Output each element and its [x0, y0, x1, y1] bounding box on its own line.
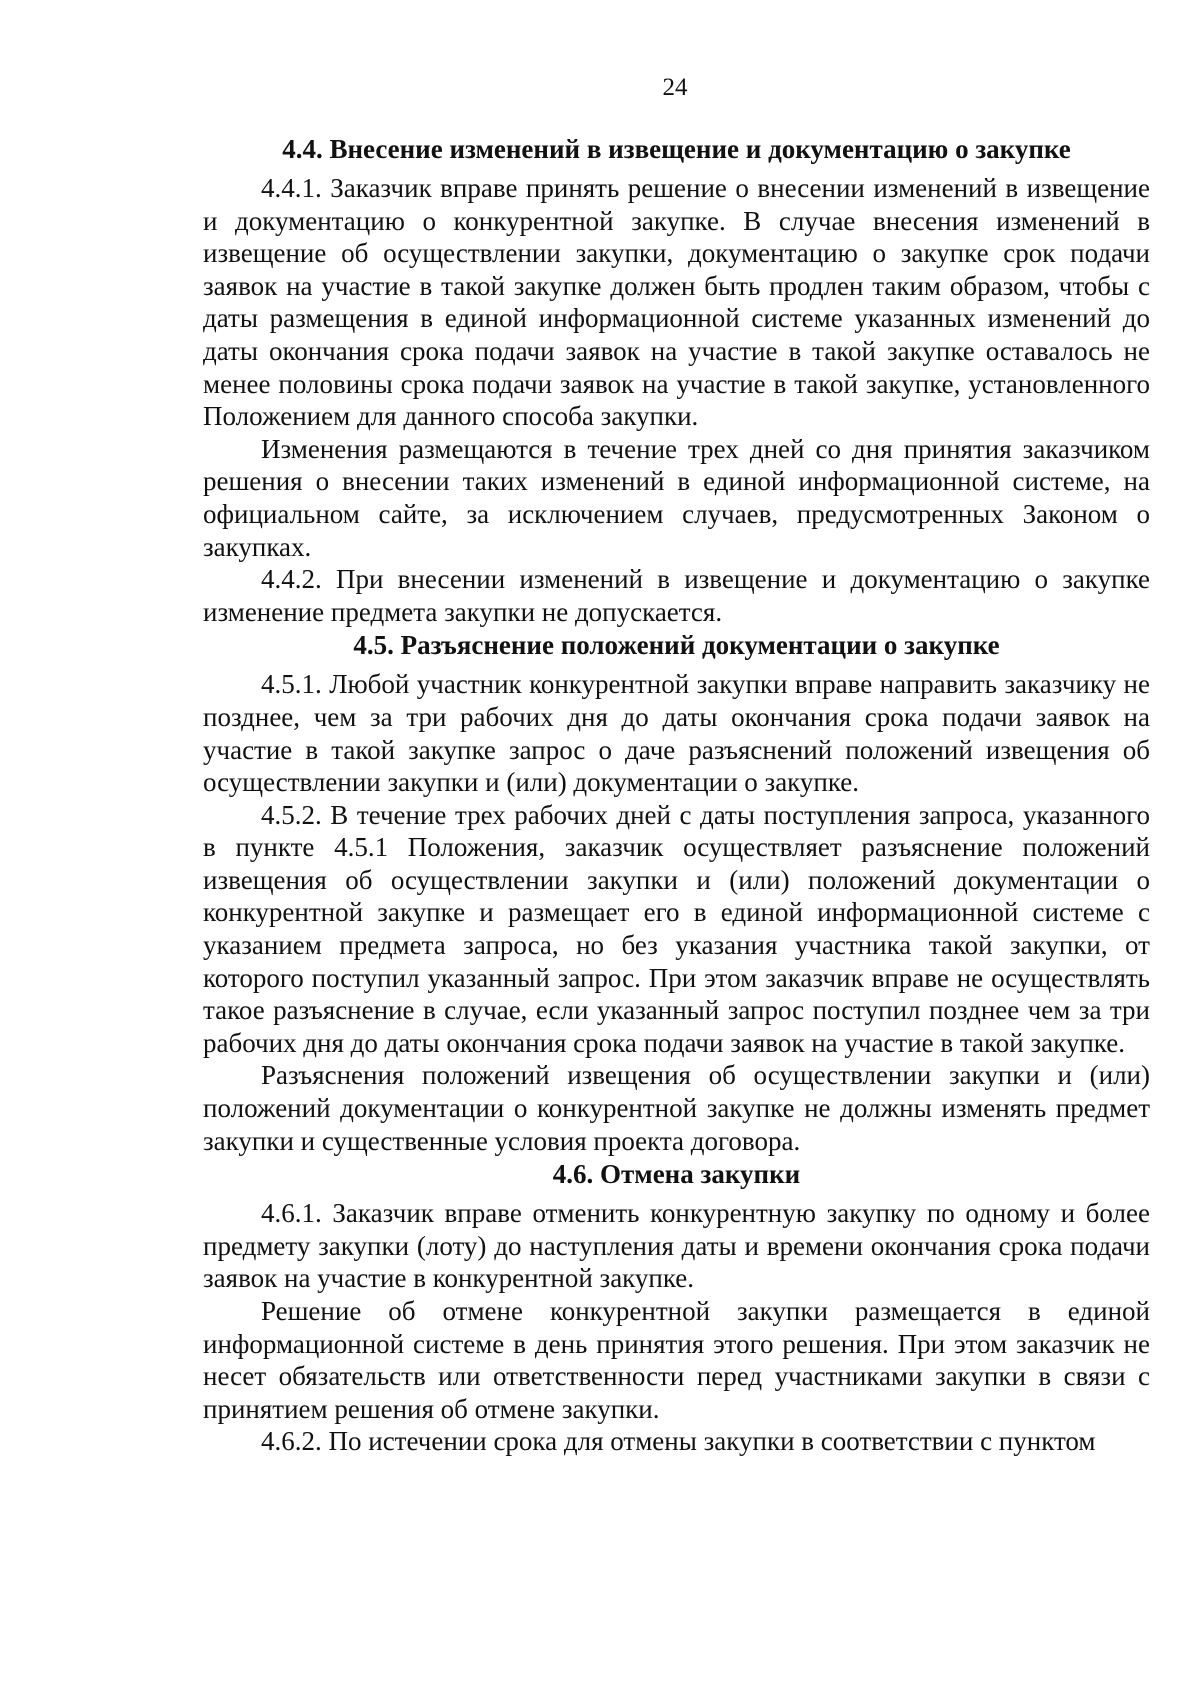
- section-4-4: [203, 132, 1150, 628]
- section-heading: 4.6. Отмена закупки: [552, 1159, 801, 1190]
- section-4-5: [203, 628, 1150, 1157]
- paragraph: 4.6.1. Заказчик вправе отменить конкурентную закупку по одному и более предмету закупки (лоту) до наступления даты и времени окончания срока подачи заявок на участие в конкурентной закупке.: [203, 1198, 1150, 1294]
- paragraph: Решение об отмене конкурентной закупки размещается в единой информационной системе в день принятия этого решения. При этом заказчик не несет обязательств или ответственности перед участниками закупки в связи с принятием решения об отмене закупки.: [203, 1296, 1150, 1424]
- section-heading: 4.5. Разъяснение положений документации о закупке: [353, 630, 1000, 661]
- paragraph: 4.6.2. По истечении срока для отмены закупки в соответствии с пунктом: [261, 1426, 1096, 1457]
- paragraph: 4.4.1. Заказчик вправе принять решение о внесении изменений в извещение и документацию о конкурентной закупке. В случае внесения изменений в извещение об осуществлении закупки, документацию о закупке срок подачи заявок на участие в такой закупке должен быть продлен таким образом, чтобы с даты размещения в единой информационной системе указанных изменений до даты окончания срока подачи заявок на участие в такой закупке оставалось не менее половины срока подачи заявок на участие в такой закупке, установленного Положением для данного способа закупки.: [203, 173, 1150, 432]
- paragraph: Разъяснения положений извещения об осуществлении закупки и (или) положений документации о конкурентной закупке не должны изменять предмет закупки и существенные условия проекта договора.: [203, 1060, 1150, 1156]
- section-heading: 4.4. Внесение изменений в извещение и документацию о закупке: [282, 134, 1071, 164]
- paragraph: 4.5.1. Любой участник конкурентной закупки вправе направить заказчику не позднее, чем за три рабочих дня до даты окончания срока подачи заявок на участие в такой закупке запрос о даче разъяснений положений извещения об осуществлении закупки и (или) документации о закупке.: [203, 669, 1150, 798]
- document-body: [203, 132, 1150, 1458]
- paragraph: 4.5.2. В течение трех рабочих дней с даты поступления запроса, указанного в пункте 4.5.1 Положения, заказчик осуществляет разъяснение положений извещения об осуществлении закупки и (или) положений документации о конкурентной закупке и размещает его в единой информационной системе с указанием предмета запроса, но без указания участника такой закупки, от которого поступил указанный запрос. При этом заказчик вправе не осуществлять такое разъяснение в случае, если указанный запрос поступил позднее чем за три рабочих дня до даты окончания срока подачи заявок на участие в такой закупке.: [203, 799, 1150, 1058]
- paragraph: 4.4.2. При внесении изменений в извещение и документацию о закупке изменение предмета закупки не допускается.: [203, 564, 1150, 627]
- page-number: 24: [662, 74, 688, 101]
- section-4-6: [203, 1157, 1150, 1458]
- paragraph: Изменения размещаются в течение трех дней со дня принятия заказчиком решения о внесении таких изменений в единой информационной системе, на официальном сайте, за исключением случаев, предусмотренных Законом о закупках.: [203, 433, 1150, 562]
